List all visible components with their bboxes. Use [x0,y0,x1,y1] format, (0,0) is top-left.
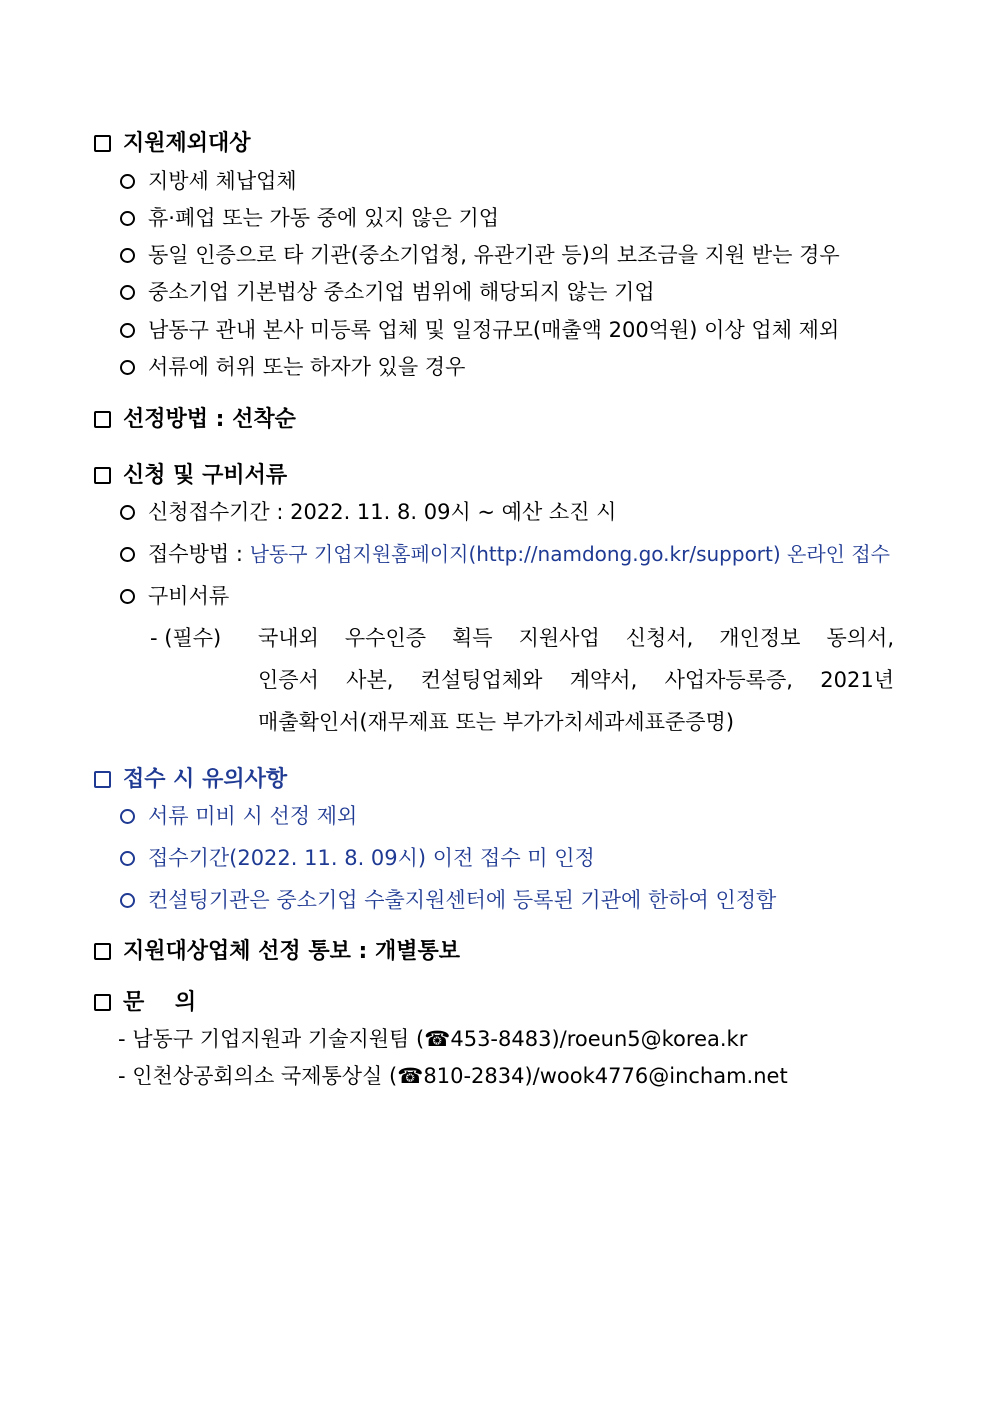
checkbox-square-icon [94,467,111,484]
circle-bullet-icon [120,809,135,824]
notice-item: 서류 미비 시 선정 제외 [120,806,357,827]
application-method: 접수방법 : 남동구 기업지원홈페이지(http://namdong.go.kr/support) 온라인 접수 [120,544,890,565]
docs-line: 인증서 사본, 컨설팅업체와 계약서, 사업자등록증, 2021년 [258,668,894,692]
section-inquiry-heading: 문 의 [94,992,196,1014]
circle-bullet-icon [120,323,135,338]
exclusion-item: 지방세 체납업체 [120,171,297,192]
docs-required-prefix: - (필수) [150,626,222,650]
section-method-heading: 선정방법 : 선착순 [94,409,296,431]
section-application-heading: 신청 및 구비서류 [94,465,287,487]
notice-item: 접수기간(2022. 11. 8. 09시) 이전 접수 미 인정 [120,848,595,869]
circle-bullet-icon [120,589,135,604]
docs-line: 매출확인서(재무제표 또는 부가가치세과세표준증명) [258,710,735,734]
circle-bullet-icon [120,285,135,300]
circle-bullet-icon [120,851,135,866]
circle-bullet-icon [120,174,135,189]
section-notice-heading: 접수 시 유의사항 [94,769,287,791]
notice-item: 컨설팅기관은 중소기업 수출지원센터에 등록된 기관에 한하여 인정함 [120,890,776,911]
docs-line: 국내외 우수인증 획득 지원사업 신청서, 개인정보 동의서, [258,626,894,650]
checkbox-square-icon [94,943,111,960]
section-exclusion-heading [94,133,251,155]
contact-line: - 인천상공회의소 국제통상실 (☎810-2834)/wook4776@incham.net [118,1064,788,1088]
circle-bullet-icon [120,893,135,908]
contact-line: - 남동구 기업지원과 기술지원팀 (☎453-8483)/roeun5@korea.kr [118,1027,748,1051]
exclusion-item: 남동구 관내 본사 미등록 업체 및 일정규모(매출액 200억원) 이상 업체 제외 [120,320,839,341]
exclusion-item: 동일 인증으로 타 기관(중소기업청, 유관기관 등)의 보조금을 지원 받는 경우 [120,245,840,266]
checkbox-square-icon [94,994,111,1011]
support-site-link[interactable]: 남동구 기업지원홈페이지(http://namdong.go.kr/support) 온라인 접수 [249,542,890,566]
exclusion-item: 중소기업 기본법상 중소기업 범위에 해당되지 않는 기업 [120,282,655,303]
circle-bullet-icon [120,505,135,520]
section-notify-heading: 지원대상업체 선정 통보 : 개별통보 [94,941,460,963]
exclusion-item: 휴·폐업 또는 가동 중에 있지 않은 기업 [120,208,499,229]
checkbox-square-icon [94,135,111,152]
application-period: 신청접수기간 : 2022. 11. 8. 09시 ~ 예산 소진 시 [120,502,616,523]
exclusion-item: 서류에 허위 또는 하자가 있을 경우 [120,357,465,378]
section-title: 지원제외대상 [123,131,251,156]
circle-bullet-icon [120,248,135,263]
checkbox-square-icon [94,771,111,788]
application-docs-title: 구비서류 [120,586,229,607]
circle-bullet-icon [120,211,135,226]
circle-bullet-icon [120,360,135,375]
circle-bullet-icon [120,547,135,562]
checkbox-square-icon [94,411,111,428]
